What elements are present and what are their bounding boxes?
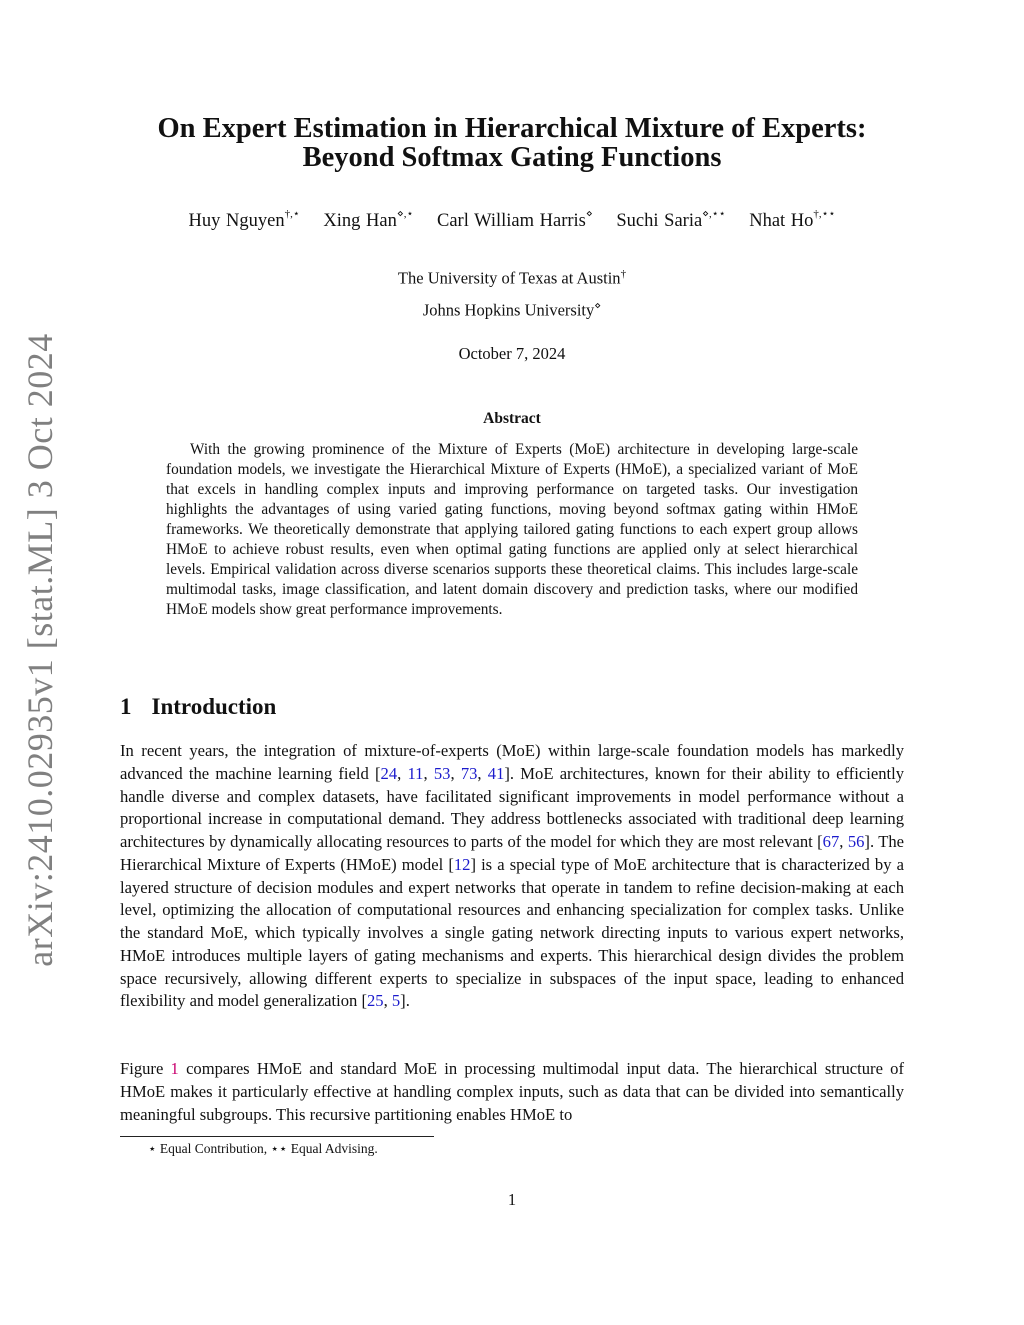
- citation-link[interactable]: 67: [822, 832, 840, 851]
- affiliation-johns-hopkins: [100, 295, 924, 322]
- title-line-2: Beyond Softmax Gating Functions: [302, 142, 722, 173]
- author-name: Carl William Harris: [436, 211, 586, 232]
- author-affiliation-marks: ⋄,⋆⋆: [702, 208, 726, 220]
- citation-link[interactable]: 24: [380, 763, 398, 783]
- author: [188, 208, 300, 232]
- author-affiliation-marks: †,⋆: [284, 208, 300, 220]
- paragraph-text: Figure: [120, 1059, 171, 1078]
- affiliation-name: The University of Texas at Austin: [397, 268, 621, 288]
- abstract-text: With the growing prominence of the Mixture of Experts (MoE) architecture in developing large-scale foundation models, we investigate the Hierarchical Mixture of Experts (HMoE), a specialized variant of MoE that excels in handling complex inputs and improving performance on targeted tasks. Our investigation highlights the advantages of using varied gating functions, moving beyond softmax gating within HMoE frameworks. We theoretically demonstrate that applying tailored gating functions to each expert group allows HMoE to achieve robust results, even when optimal gating functions are applied only at select hierarchical levels. Empirical validation across diverse scenarios supports these theoretical claims. This includes large-scale multimodal tasks, image classification, and latent domain discovery and prediction tasks, where our modified HMoE models show great performance improvements.: [166, 441, 858, 618]
- citation-link[interactable]: 53: [433, 763, 451, 783]
- affiliation-mark: ⋄: [594, 300, 602, 312]
- author: [436, 208, 593, 232]
- author-affiliation-marks: †,⋆⋆: [813, 208, 836, 220]
- publication-date: October 7, 2024: [458, 344, 566, 363]
- citation-link[interactable]: 41: [487, 763, 505, 783]
- author-name: Huy Nguyen: [188, 211, 285, 232]
- section-number: 1: [120, 694, 132, 719]
- title-line-1: On Expert Estimation in Hierarchical Mixture of Experts:: [157, 113, 867, 144]
- author-name: Xing Han: [323, 211, 397, 232]
- paragraph-text: ]. MoE architectures, known for their ability to efficiently handle diverse and complex datasets, have facilitated significant improvements in model performance without a proportional increase in computational demand. They address bottlenecks associated with traditional deep learning architectures by dynamically allocating resources to parts of the model for which they are most relevant [: [120, 763, 905, 851]
- citation-link[interactable]: 56: [847, 832, 865, 851]
- footnote-equal-contribution: ⋆ Equal Contribution, ⋆⋆ Equal Advising.: [148, 1141, 378, 1156]
- paragraph-text: ]. The Hierarchical Mixture of Experts (HMoE) model [: [120, 832, 905, 874]
- paragraph-text: compares HMoE and standard MoE in processing multimodal input data. The hierarchical structure of HMoE makes it particularly effective at handling complex inputs, such as data that can be divided into semantically meaningful subgroups. This recursive partitioning enables HMoE to: [120, 1059, 904, 1124]
- citation-link[interactable]: 5: [391, 991, 401, 1011]
- citation-link[interactable]: 25: [366, 991, 384, 1011]
- introduction-paragraph-2: [120, 1058, 904, 1126]
- author: [749, 208, 836, 232]
- section-title: Introduction: [151, 694, 277, 719]
- affiliation-ut-austin: [100, 263, 924, 290]
- footnote-divider: [120, 1136, 434, 1137]
- author: [616, 208, 726, 232]
- figure-reference-link[interactable]: 1: [170, 1059, 179, 1078]
- section-heading-introduction: [120, 694, 276, 720]
- affiliation-name: Johns Hopkins University: [422, 300, 595, 320]
- paper-title: [100, 114, 924, 172]
- citation-link[interactable]: 11: [407, 763, 424, 783]
- author-name: Nhat Ho: [749, 211, 814, 232]
- citation-link[interactable]: 73: [460, 763, 478, 783]
- author: [323, 208, 414, 232]
- paragraph-text: In recent years, the integration of mixture-of-experts (MoE) within large-scale foundation models has markedly advanced the machine learning field [: [120, 741, 904, 783]
- paragraph-text: ].: [400, 991, 410, 1011]
- paragraph-text: ] is a special type of MoE architecture that is characterized by a layered structure of decision modules and expert networks that operate in tandem to refine decision-making at each level, optimizing the allocation of computational resources and enhancing specialization for complex tasks. Unlike the standard MoE, which typically involves a single gating network directing inputs to various expert networks, HMoE introduces multiple layers of gating mechanisms and experts. This hierarchical design divides the problem space recursively, allowing different experts to specialize in subspaces of the input space, leading to enhanced flexibility and model generalization [: [120, 854, 904, 1011]
- author-affiliation-marks: ⋄: [585, 208, 593, 220]
- page-number: 1: [507, 1190, 517, 1209]
- arxiv-identifier-stamp: arXiv:2410.02935v1 [stat.ML] 3 Oct 2024: [20, 333, 60, 967]
- author-affiliation-marks: ⋄,⋆: [396, 208, 414, 220]
- abstract-heading: Abstract: [483, 410, 541, 427]
- author-list: [100, 204, 924, 233]
- affiliation-mark: †: [620, 268, 627, 280]
- introduction-paragraph-1: In recent years, the integration of mixture-of-experts (MoE) within large-scale foundation models has markedly advanced the machine learning field [24, 11, 53, 73, 41]. MoE architectures, known for their ability to efficiently handle diverse and complex datasets, have facilitated significant improvements in model performance without a proportional increase in computational demand. They address bottlenecks associated with traditional deep learning architectures by dynamically allocating resources to parts of the model for which they are most relevant [67, 56]. The Hierarchical Mixture of Experts (HMoE) model [12] is a special type of MoE architecture that is characterized by a layered structure of decision modules and expert networks that operate in tandem to refine decision-making at each level, optimizing the allocation of computational resources and enhancing specialization for complex tasks. Unlike the standard MoE, which typically involves a single gating network directing inputs to various expert networks, HMoE introduces multiple layers of gating mechanisms and experts. This hierarchical design divides the problem space recursively, allowing different experts to specialize in subspaces of the input space, leading to enhanced flexibility and model generalization [25, 5].: [120, 741, 905, 1011]
- author-name: Suchi Saria: [616, 211, 703, 232]
- citation-link[interactable]: 12: [453, 854, 471, 874]
